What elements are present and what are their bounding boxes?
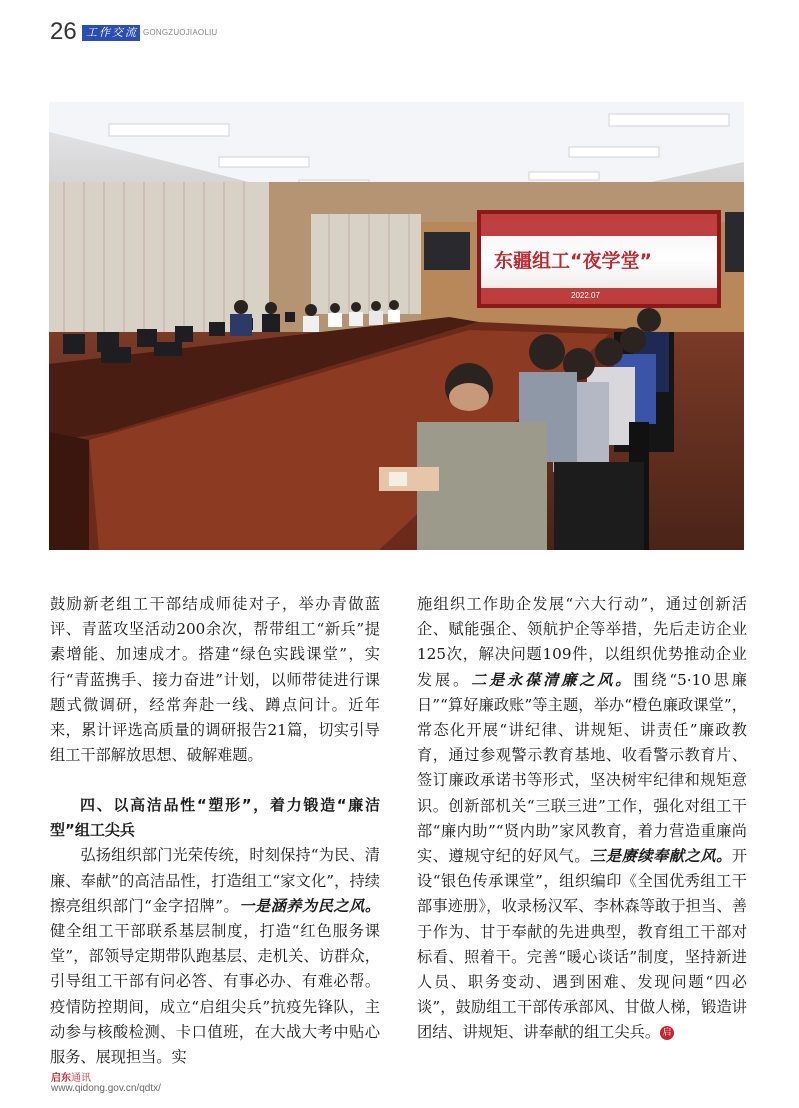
footer-brand: 启东通讯 [51,1073,91,1084]
right-column [417,592,747,1046]
footer-url: www.qidong.gov.cn/qdtx/ [51,1083,161,1094]
screen-text: 东疆组工“夜学堂” [494,250,652,272]
paragraph: 施组织工作助企发展“六大行动”，通过创新活企、赋能强企、领航护企等举措，先后走访企业125次，解决问题109件，以组织优势推动企业发展。二是永葆清廉之风。围绕“5·10思廉日”“算好廉政账”等主题，举办“橙色廉政课堂”，常态化开展“讲纪律、讲规矩、讲责任”廉政教育，通过参观警示教育基地、收看警示教育片、签订廉政承诺书等形式，坚决树牢纪律和规矩意识。创新部机关“三联三进”工作，强化对组工干部“廉内助”“贤内助”家风教育，着力营造重廉尚实、遵规守纪的好风气。三是赓续奉献之风。开设“银色传承课堂”，组织编印《全国优秀组工干部事迹册》，收录杨汉军、李林森等敢于担当、善于作为、甘于奉献的先进典型，教育组工干部对标看、照着干。完善“暖心谈话”制度，坚持新进人员、职务变动、遇到困难、发现问题“四必谈”，鼓励组工干部传承部风、甘做人梯，锻造讲团结、讲规矩、讲奉献的组工尖兵。 启 [417,595,748,1042]
meeting-room-photo [49,102,744,550]
section-heading: 四、以高洁品性“塑形”，着力锻造“廉洁型”组工尖兵 [50,796,380,840]
section-name: 工作交流 [86,26,138,39]
emphasis-text: 三是赓续奉献之风。 [590,847,732,866]
emphasis-text: 二是永葆清廉之风。 [471,670,634,689]
emphasis-text: 一是涵养为民之风。 [239,896,381,915]
page-number: 26 [50,18,77,45]
paragraph: 鼓励新老组工干部结成师徒对子，举办青做蓝评、青蓝攻坚活动200余次，帮带组工“新兵”提素增能、加速成才。搭建“绿色实践课堂”，实行“青蓝携手、接力奋进”计划，以师带徒进行课题式微调研，经常奔赴一线、蹲点问计。近年来，累计评选高质量的调研报告21篇，切实引导组工干部解放思想、破解难题。 [50,595,380,765]
section-pinyin: GONGZUOJIAOLIU [143,28,218,37]
end-mark-icon: 启 [660,1026,674,1040]
paragraph: 弘扬组织部门光荣传统，时刻保持“为民、清廉、奉献”的高洁品性，打造组工“家文化”，持续擦亮组织部门“金字招牌”。一是涵养为民之风。健全组工干部联系基层制度，打造“红色服务课堂”，部领导定期带队跑基层、走机关、访群众，引导组工干部有问必答、有事必办、有难必帮。疫情防控期间，成立“启组尖兵”抗疫先锋队，主动参与核酸检测、卡口值班，在大战大考中贴心服务、展现担当。实 [50,846,381,1067]
left-column [50,592,380,1070]
screen-date: 2022.07 [571,291,600,300]
